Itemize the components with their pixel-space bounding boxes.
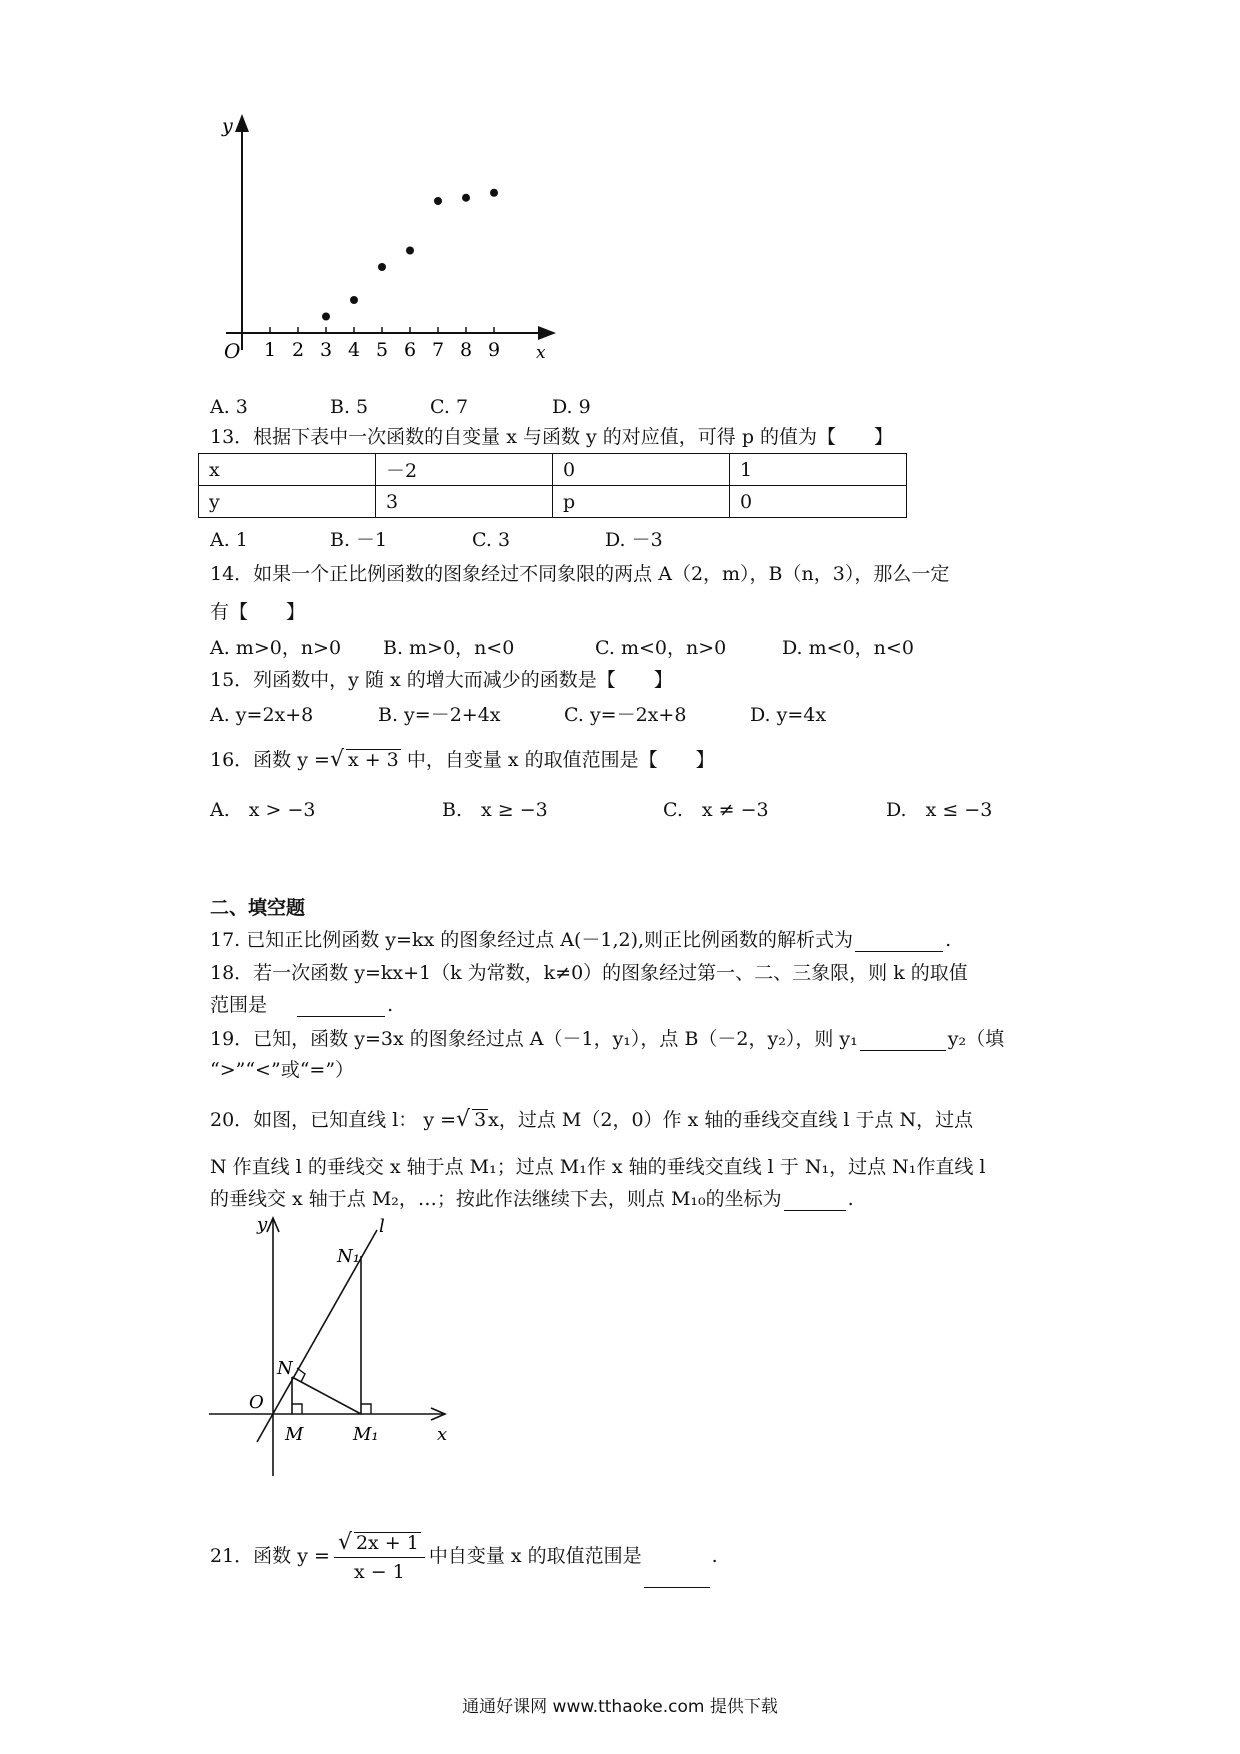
fig-n1-label: N₁ — [337, 1246, 360, 1267]
scatter-point — [406, 247, 414, 255]
fig-line-label: l — [379, 1216, 385, 1237]
scatter-point — [434, 197, 442, 205]
table-cell: y — [199, 486, 376, 518]
q18-line-1: 18．若一次函数 y=kx+1（k 为常数，k≠0）的图象经过第一、二、三象限，则 k 的取值 — [210, 962, 968, 984]
q12-option-b: B. 5 — [330, 396, 369, 418]
q21-suffix: 中自变量 x 的取值范围是 — [428, 1545, 642, 1567]
q18-stem-end: 范围是 — [210, 994, 268, 1016]
fig-m1-label: M₁ — [353, 1424, 379, 1445]
fig-m-label: M — [285, 1424, 304, 1445]
q20-figure — [205, 1212, 465, 1492]
q20-stem-cont: ，过点 M（2，0）作 x 轴的垂线交直线 l 于点 N，过点 — [498, 1109, 974, 1131]
q20-line-2: N 作直线 l 的垂线交 x 轴于点 M₁；过点 M₁作 x 轴的垂线交直线 l 于 N₁，过点 N₁作直线 l — [210, 1156, 986, 1178]
fig-right-angle-m — [292, 1404, 302, 1414]
q20-answer-blank — [784, 1190, 846, 1211]
q21-answer-blank — [644, 1549, 710, 1588]
scatter-point — [462, 194, 470, 202]
x-tick-label: 7 — [432, 339, 445, 361]
q15-stem: 15．列函数中，y 随 x 的增大而减少的函数是【 】 — [210, 669, 673, 691]
q20-func-lhs: y = — [423, 1109, 457, 1131]
table-cell: x — [199, 454, 376, 486]
q19-stem: 19．已知，函数 y=3x 的图象经过点 A（－1，y₁），点 B（－2，y₂），则 y₁ — [210, 1028, 858, 1050]
q13-option-b: B. －1 — [330, 529, 388, 551]
table-cell: 0 — [730, 486, 907, 518]
table-row — [199, 454, 907, 486]
q15-option-c: C. y=－2x+8 — [564, 704, 687, 726]
q16-prefix: 16．函数 — [210, 749, 292, 771]
radical-sign: √ — [337, 1529, 352, 1555]
q16-suffix: 中，自变量 x 的取值范围是【 】 — [406, 749, 715, 771]
q21-func-lhs: y = — [297, 1545, 330, 1567]
q17-text — [210, 928, 951, 952]
q20-stem: 20．如图，已知直线 l： — [210, 1109, 418, 1131]
q14-option-d: D. m<0，n<0 — [782, 637, 914, 659]
q12-option-a: A. 3 — [210, 396, 248, 418]
q18-answer-blank — [297, 996, 385, 1017]
x-tick-label: 8 — [460, 339, 473, 361]
table-cell: －2 — [376, 454, 553, 486]
page-footer: 通通好课网 www.tthaoke.com 提供下载 — [462, 1697, 778, 1717]
radical-sign: √ — [329, 747, 344, 772]
chart-x-label: x — [536, 343, 546, 363]
q14-line-1: 14．如果一个正比例函数的图象经过不同象限的两点 A（2，m），B（n，3），那么一定 — [210, 563, 950, 585]
q21-num-radicand: 2x + 1 — [355, 1531, 419, 1554]
q14-line-2: 有【 】 — [210, 601, 306, 623]
scatter-point — [322, 313, 330, 321]
table-cell: p — [553, 486, 730, 518]
scatter-point — [378, 263, 386, 271]
q13-option-a: A. 1 — [210, 529, 248, 551]
q21-numerator — [334, 1531, 425, 1558]
q13-stem: 13．根据下表中一次函数的自变量 x 与函数 y 的对应值，可得 p 的值为【 】 — [210, 426, 894, 448]
chart-x-arrow — [538, 326, 556, 340]
chart-y-label: y — [222, 115, 233, 137]
x-tick-label: 1 — [264, 339, 277, 361]
fig-origin-label: O — [249, 1392, 264, 1413]
x-tick-label: 6 — [404, 339, 417, 361]
q21-fraction — [334, 1531, 425, 1584]
q21-denominator: x − 1 — [354, 1560, 405, 1583]
x-tick-label: 2 — [292, 339, 305, 361]
fig-x-label: x — [437, 1424, 448, 1445]
q19-line-2: “>”“<”或“=”） — [210, 1059, 355, 1081]
fig-y-label: y — [257, 1214, 268, 1235]
radical-sign: √ — [456, 1107, 471, 1132]
q16-radicand: x + 3 — [347, 749, 399, 771]
q21-text — [210, 1524, 718, 1588]
q13-value-table — [198, 453, 907, 518]
x-tick-label: 5 — [376, 339, 389, 361]
q20-func-var: x — [488, 1109, 499, 1131]
q15-option-a: A. y=2x+8 — [210, 704, 314, 726]
table-cell: 1 — [730, 454, 907, 486]
x-tick-label: 9 — [488, 339, 501, 361]
table-cell: 0 — [553, 454, 730, 486]
q18-line-2 — [210, 993, 393, 1017]
chart-origin-label: O — [224, 339, 241, 363]
q20-radicand: 3 — [474, 1109, 487, 1131]
q20-line-3 — [210, 1187, 854, 1211]
q12-option-c: C. 7 — [430, 396, 469, 418]
q19-line-1 — [210, 1027, 1004, 1051]
q14-option-a: A. m>0，n>0 — [210, 637, 342, 659]
fig-right-angle-m1 — [361, 1404, 371, 1414]
q13-option-c: C. 3 — [472, 529, 511, 551]
q18-end: . — [387, 994, 394, 1016]
scatter-point — [350, 296, 358, 304]
q21-prefix: 21．函数 — [210, 1545, 292, 1567]
chart-y-arrow — [235, 114, 249, 132]
q16-option-b: B. x ≥ −3 — [442, 799, 548, 821]
q17-answer-blank — [855, 931, 943, 952]
section-2-title: 二、填空题 — [210, 897, 306, 919]
scatter-point — [490, 189, 498, 197]
q16-option-c: C. x ≠ −3 — [663, 799, 769, 821]
q14-option-c: C. m<0，n>0 — [595, 637, 727, 659]
fig-n-label: N — [277, 1358, 293, 1379]
q16-stem — [210, 748, 715, 772]
table-cell: 3 — [376, 486, 553, 518]
table-row — [199, 486, 907, 518]
q14-option-b: B. m>0，n<0 — [383, 637, 515, 659]
q15-option-d: D. y=4x — [750, 704, 827, 726]
q15-option-b: B. y=－2+4x — [378, 704, 501, 726]
scatter-chart — [200, 110, 570, 370]
q16-func-lhs: y = — [297, 749, 330, 771]
q17-stem: 17. 已知正比例函数 y=kx 的图象经过点 A(－1,2),则正比例函数的解析式为 — [210, 929, 854, 951]
q16-option-d: D. x ≤ −3 — [886, 799, 993, 821]
q13-option-d: D. －3 — [605, 529, 663, 551]
q19-answer-blank — [860, 1030, 946, 1051]
q21-end: . — [711, 1545, 718, 1567]
q16-option-a: A. x > −3 — [210, 799, 316, 821]
q12-option-d: D. 9 — [552, 396, 591, 418]
q20-line-1 — [210, 1108, 973, 1132]
x-tick-label: 4 — [348, 339, 361, 361]
x-tick-label: 3 — [320, 339, 333, 361]
q17-end: . — [945, 929, 952, 951]
q20-stem-end: 的垂线交 x 轴于点 M₂，…；按此作法继续下去，则点 M₁₀的坐标为 — [210, 1188, 782, 1210]
q20-end: . — [847, 1188, 854, 1210]
q19-stem-end: y₂（填 — [947, 1028, 1005, 1050]
